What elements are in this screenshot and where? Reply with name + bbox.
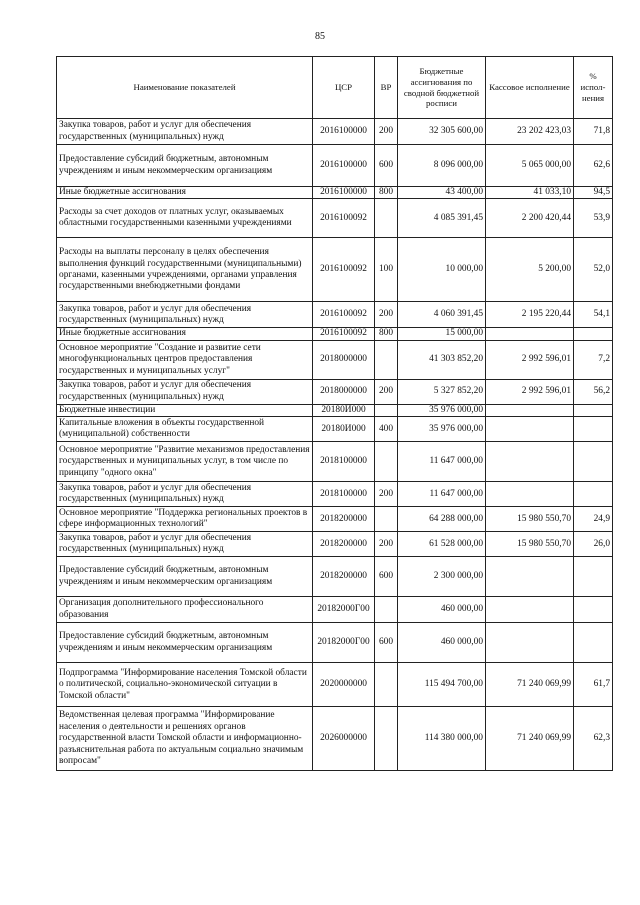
- header-pct: % испол-нения: [574, 57, 613, 119]
- cell-cash: 41 033,10: [486, 187, 574, 199]
- cell-pct: 62,3: [574, 707, 613, 771]
- cell-vr: 100: [375, 238, 398, 302]
- header-cash: Кассовое исполнение: [486, 57, 574, 119]
- table-row: [57, 507, 613, 532]
- cell-vr: 200: [375, 532, 398, 557]
- cell-name: Подпрограмма "Информирование населения Томской области о политической, социально-экономической ситуации в Томской области": [57, 663, 313, 707]
- cell-vr: 600: [375, 557, 398, 597]
- cell-pct: 24,9: [574, 507, 613, 532]
- cell-csr: 2016100000: [313, 145, 375, 187]
- cell-pct: 52,0: [574, 238, 613, 302]
- cell-cash: 5 065 000,00: [486, 145, 574, 187]
- cell-pct: [574, 404, 613, 416]
- cell-cash: 15 980 550,70: [486, 532, 574, 557]
- header-name: Наименование показателей: [57, 57, 313, 119]
- cell-name: Основное мероприятие "Создание и развитие сети многофункциональных центров предоставления государственных и муниципальных услуг": [57, 340, 313, 379]
- table-row: [57, 417, 613, 442]
- cell-csr: 20182000Г00: [313, 597, 375, 623]
- cell-name: Иные бюджетные ассигнования: [57, 328, 313, 340]
- cell-vr: [375, 507, 398, 532]
- page-number: 85: [315, 31, 325, 42]
- cell-name: Закупка товаров, работ и услуг для обеспечения государственных (муниципальных) нужд: [57, 482, 313, 507]
- cell-pct: 53,9: [574, 199, 613, 238]
- cell-cash: 71 240 069,99: [486, 707, 574, 771]
- cell-csr: 2018200000: [313, 557, 375, 597]
- header-budget: Бюджетные ассигнования по сводной бюджетной росписи: [398, 57, 486, 119]
- cell-csr: 2018200000: [313, 507, 375, 532]
- cell-vr: 600: [375, 623, 398, 663]
- cell-cash: [486, 442, 574, 482]
- cell-name: Капитальные вложения в объекты государственной (муниципальной) собственности: [57, 417, 313, 442]
- cell-budget: 460 000,00: [398, 597, 486, 623]
- cell-budget: 4 060 391,45: [398, 302, 486, 328]
- cell-cash: 23 202 423,03: [486, 119, 574, 145]
- cell-csr: 2018200000: [313, 532, 375, 557]
- cell-name: Предоставление субсидий бюджетным, автономным учреждениям и иным некоммерческим организациям: [57, 145, 313, 187]
- cell-cash: 2 992 596,01: [486, 340, 574, 379]
- cell-csr: 20182000Г00: [313, 623, 375, 663]
- cell-cash: [486, 623, 574, 663]
- cell-vr: 200: [375, 379, 398, 404]
- cell-budget: 8 096 000,00: [398, 145, 486, 187]
- cell-budget: 2 300 000,00: [398, 557, 486, 597]
- cell-cash: 2 200 420,44: [486, 199, 574, 238]
- cell-pct: 7,2: [574, 340, 613, 379]
- cell-vr: 200: [375, 119, 398, 145]
- table-row: [57, 379, 613, 404]
- cell-cash: [486, 482, 574, 507]
- cell-name: Организация дополнительного профессионального образования: [57, 597, 313, 623]
- cell-vr: [375, 404, 398, 416]
- cell-name: Иные бюджетные ассигнования: [57, 187, 313, 199]
- cell-name: Предоставление субсидий бюджетным, автономным учреждениям и иным некоммерческим организациям: [57, 557, 313, 597]
- cell-budget: 10 000,00: [398, 238, 486, 302]
- cell-cash: [486, 328, 574, 340]
- cell-vr: [375, 199, 398, 238]
- cell-vr: [375, 340, 398, 379]
- cell-vr: [375, 707, 398, 771]
- cell-vr: 200: [375, 482, 398, 507]
- cell-csr: 2018100000: [313, 442, 375, 482]
- table-row: [57, 145, 613, 187]
- table-row: [57, 119, 613, 145]
- table-row: [57, 623, 613, 663]
- cell-budget: 15 000,00: [398, 328, 486, 340]
- cell-cash: 5 200,00: [486, 238, 574, 302]
- table-row: [57, 597, 613, 623]
- cell-pct: [574, 597, 613, 623]
- table-row: [57, 532, 613, 557]
- cell-csr: 2016100092: [313, 238, 375, 302]
- cell-pct: [574, 417, 613, 442]
- cell-budget: 64 288 000,00: [398, 507, 486, 532]
- cell-csr: 2020000000: [313, 663, 375, 707]
- cell-name: Расходы за счет доходов от платных услуг, оказываемых областными государственными казенными учреждениями: [57, 199, 313, 238]
- cell-pct: 54,1: [574, 302, 613, 328]
- table-row: [57, 482, 613, 507]
- cell-cash: [486, 597, 574, 623]
- cell-pct: [574, 328, 613, 340]
- cell-pct: 26,0: [574, 532, 613, 557]
- cell-vr: 200: [375, 302, 398, 328]
- cell-budget: 115 494 700,00: [398, 663, 486, 707]
- cell-name: Предоставление субсидий бюджетным, автономным учреждениям и иным некоммерческим организациям: [57, 623, 313, 663]
- cell-pct: [574, 442, 613, 482]
- cell-cash: [486, 557, 574, 597]
- table-row: [57, 199, 613, 238]
- cell-name: Основное мероприятие "Развитие механизмов предоставления государственных и муниципальных услуг, в том числе по принципу "одного окна": [57, 442, 313, 482]
- cell-vr: [375, 597, 398, 623]
- cell-budget: 61 528 000,00: [398, 532, 486, 557]
- cell-name: Основное мероприятие "Поддержка региональных проектов в сфере информационных технологий": [57, 507, 313, 532]
- cell-csr: 2018000000: [313, 379, 375, 404]
- cell-budget: 32 305 600,00: [398, 119, 486, 145]
- cell-pct: [574, 557, 613, 597]
- cell-name: Бюджетные инвестиции: [57, 404, 313, 416]
- table-row: [57, 707, 613, 771]
- cell-pct: 61,7: [574, 663, 613, 707]
- cell-csr: 2016100092: [313, 199, 375, 238]
- cell-pct: 62,6: [574, 145, 613, 187]
- cell-vr: 800: [375, 328, 398, 340]
- cell-vr: [375, 442, 398, 482]
- cell-vr: 400: [375, 417, 398, 442]
- table-row: [57, 557, 613, 597]
- table-row: [57, 404, 613, 416]
- cell-cash: 15 980 550,70: [486, 507, 574, 532]
- cell-name: Закупка товаров, работ и услуг для обеспечения государственных (муниципальных) нужд: [57, 532, 313, 557]
- table-header-row: [57, 57, 613, 119]
- table-row: [57, 238, 613, 302]
- cell-cash: 2 992 596,01: [486, 379, 574, 404]
- cell-name: Закупка товаров, работ и услуг для обеспечения государственных (муниципальных) нужд: [57, 119, 313, 145]
- cell-vr: 800: [375, 187, 398, 199]
- cell-name: Закупка товаров, работ и услуг для обеспечения государственных (муниципальных) нужд: [57, 379, 313, 404]
- cell-pct: [574, 623, 613, 663]
- cell-budget: 11 647 000,00: [398, 482, 486, 507]
- cell-pct: [574, 482, 613, 507]
- header-csr: ЦСР: [313, 57, 375, 119]
- cell-pct: 71,8: [574, 119, 613, 145]
- table-row: [57, 187, 613, 199]
- cell-name: Расходы на выплаты персоналу в целях обеспечения выполнения функций государственными (муниципальными) органами, казенными учреждениями, органами управления государственными внебюджетными фондами: [57, 238, 313, 302]
- table-row: [57, 663, 613, 707]
- table-row: [57, 328, 613, 340]
- cell-cash: [486, 417, 574, 442]
- cell-budget: 41 303 852,20: [398, 340, 486, 379]
- cell-csr: 2016100092: [313, 328, 375, 340]
- table-row: [57, 442, 613, 482]
- budget-execution-table: [56, 56, 613, 771]
- cell-budget: 114 380 000,00: [398, 707, 486, 771]
- cell-csr: 2026000000: [313, 707, 375, 771]
- cell-budget: 460 000,00: [398, 623, 486, 663]
- cell-pct: 56,2: [574, 379, 613, 404]
- cell-csr: 20180И000: [313, 417, 375, 442]
- cell-csr: 2016100000: [313, 119, 375, 145]
- cell-name: Закупка товаров, работ и услуг для обеспечения государственных (муниципальных) нужд: [57, 302, 313, 328]
- header-vr: ВР: [375, 57, 398, 119]
- cell-name: Ведомственная целевая программа "Информирование населения о деятельности и решениях органов государственной власти Томской области и информационно-разъяснительная работа по актуальным социально значимым вопросам": [57, 707, 313, 771]
- cell-csr: 2018100000: [313, 482, 375, 507]
- cell-vr: 600: [375, 145, 398, 187]
- cell-vr: [375, 663, 398, 707]
- cell-budget: 11 647 000,00: [398, 442, 486, 482]
- cell-cash: [486, 404, 574, 416]
- cell-csr: 2016100092: [313, 302, 375, 328]
- cell-csr: 2018000000: [313, 340, 375, 379]
- cell-pct: 94,5: [574, 187, 613, 199]
- cell-budget: 4 085 391,45: [398, 199, 486, 238]
- table-row: [57, 302, 613, 328]
- cell-csr: 2016100000: [313, 187, 375, 199]
- cell-budget: 35 976 000,00: [398, 404, 486, 416]
- cell-budget: 35 976 000,00: [398, 417, 486, 442]
- cell-budget: 5 327 852,20: [398, 379, 486, 404]
- cell-budget: 43 400,00: [398, 187, 486, 199]
- table-row: [57, 340, 613, 379]
- cell-cash: 71 240 069,99: [486, 663, 574, 707]
- cell-cash: 2 195 220,44: [486, 302, 574, 328]
- cell-csr: 20180И000: [313, 404, 375, 416]
